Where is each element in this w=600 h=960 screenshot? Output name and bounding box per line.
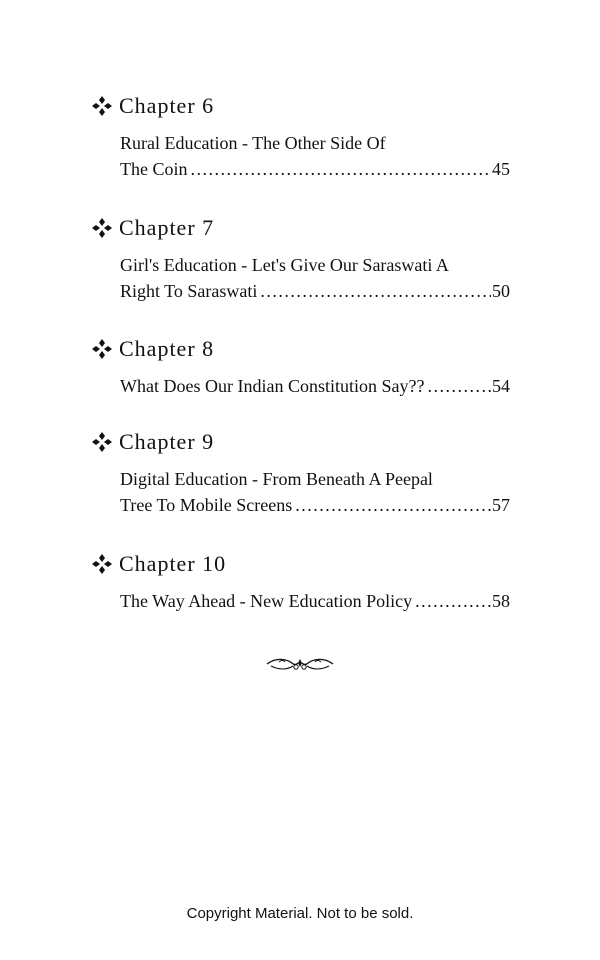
entry-leader-line <box>120 492 510 518</box>
toc-chapter-7 <box>92 213 512 304</box>
four-petal-diamond-bullet-icon <box>92 554 112 574</box>
entry-title-end: Right To Saraswati <box>120 281 258 301</box>
chapter-title: Chapter 6 <box>119 93 215 118</box>
chapter-heading <box>92 427 512 457</box>
toc-chapter-8 <box>92 334 512 399</box>
chapter-title: Chapter 9 <box>119 429 215 454</box>
toc-chapter-10 <box>92 549 512 614</box>
chapter-title: Chapter 7 <box>119 215 215 240</box>
chapter-heading <box>92 334 512 364</box>
page-number: 58 <box>492 591 510 611</box>
toc-entry[interactable] <box>120 466 510 518</box>
entry-title-end: The Coin <box>120 159 188 179</box>
dot-leader <box>427 373 491 399</box>
entry-title-line: Digital Education - From Beneath A Peepal <box>120 469 433 489</box>
page-number: 50 <box>492 281 510 301</box>
entry-leader-line <box>120 278 510 304</box>
chapter-heading <box>92 549 512 579</box>
dot-leader <box>191 156 492 182</box>
copyright-footer: Copyright Material. Not to be sold. <box>186 905 414 922</box>
page-number: 57 <box>492 495 510 515</box>
entry-title-line: Girl's Education - Let's Give Our Saraswati A <box>120 255 449 275</box>
four-petal-diamond-bullet-icon <box>92 339 112 359</box>
four-petal-diamond-bullet-icon <box>92 218 112 238</box>
chapter-heading <box>92 213 512 243</box>
dot-leader <box>415 588 491 614</box>
toc-chapter-9 <box>92 427 512 518</box>
entry-leader-line <box>120 156 510 182</box>
entry-leader-line <box>120 373 510 399</box>
four-petal-diamond-bullet-icon <box>92 96 112 116</box>
entry-title-end: The Way Ahead - New Education Policy <box>120 591 413 611</box>
toc-entry[interactable] <box>120 588 510 614</box>
chapter-title: Chapter 8 <box>119 336 215 361</box>
toc-chapter-6 <box>92 91 512 182</box>
four-petal-diamond-bullet-icon <box>92 432 112 452</box>
entry-title-end: Tree To Mobile Screens <box>120 495 293 515</box>
toc-entry[interactable] <box>120 373 510 399</box>
page-number: 54 <box>492 376 510 396</box>
chapter-title: Chapter 10 <box>119 551 227 576</box>
toc-entry[interactable] <box>120 252 510 304</box>
dot-leader <box>295 492 491 518</box>
entry-title-line: Rural Education - The Other Side Of <box>120 133 386 153</box>
dot-leader <box>260 278 491 304</box>
entry-title-end: What Does Our Indian Constitution Say?? <box>120 376 425 396</box>
decorative-scroll-ornament-icon <box>265 655 335 673</box>
chapter-heading <box>92 91 512 121</box>
toc-entry[interactable] <box>120 130 510 182</box>
entry-leader-line <box>120 588 510 614</box>
page-number: 45 <box>492 159 510 179</box>
